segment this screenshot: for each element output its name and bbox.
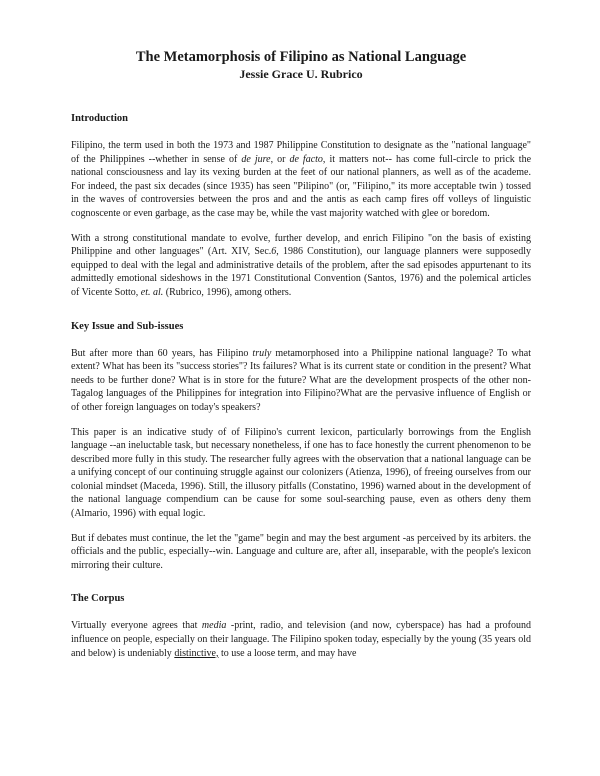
paragraph: Filipino, the term used in both the 1973 and 1987 Philippine Constitution to designate as the "national language" of the Philippines --whether in sense of de jure, or de facto, it matters not-- has come full-circle to prick the national consciousness and lay its vexing burden at the feet of our national planners, as well as of the academe. For indeed, the past six decades (since 1935) has seen "Pilipino" (or, "Filipino," its more acceptable twin ) tossed in the waves of controversies between the pros and and the antis as each camp fires off volleys of linguistic cognoscente or even garbage, as the case may be, while the vast majority watched with glee or boredom.: [71, 140, 532, 219]
section-heading-corpus: The Corpus: [71, 593, 125, 605]
paper-author: Jessie Grace U. Rubrico: [239, 67, 363, 81]
section-heading-introduction: Introduction: [71, 113, 128, 124]
section-heading-key-issue: Key Issue and Sub-issues: [71, 320, 184, 332]
paragraph: This paper is an indicative study of of Filipino's current lexicon, particularly borrowings from the English language --an ineluctable task, but necessary nonetheless, if one has to face honestly the current phenomenon to be described more fully in this study. The researcher fully agrees with the observation that a national language can be a unifying concept of our continuing struggle against our colonizers (Atienza, 1996), of freeing ourselves from our colonial mindset (Maceda, 1996). Still, the illusory pitfalls (Constatino, 1996) warned about in the development of the national language compendium can be cause for some soul-searching pause, even as others deny them (Almario, 1996) with equal logic.: [71, 426, 531, 520]
paragraph: Virtually everyone agrees that media -print, radio, and television (and now, cyberspace) has had a profound influence on people, especially on their language. The Filipino spoken today, especially by the young (35 years old and below) is undeniably distinctive, to use a loose term, and may have: [71, 620, 531, 659]
paragraph: But if debates must continue, the let the "game" begin and may the best argument -as perceived by its arbiters. the officials and the public, especially--win. Language and culture are, after all, inseparable, with the people's lexicon mirroring their culture.: [71, 532, 531, 571]
paragraph: With a strong constitutional mandate to evolve, further develop, and enrich Filipino "on the basis of existing Philippine and other languages" (Art. XIV, Sec.6, 1986 Constitution), our language planners were supposedly equipped to deal with the legal and administrative details of the problem, after the sad episodes appurtenant to its admittedly emotional sideshows in the 1971 Constitutional Convention (Santos, 1976) and the polemical articles of Vicente Sotto, et. al. (Rubrico, 1996), among others.: [71, 232, 531, 298]
paper-title: The Metamorphosis of Filipino as National Language: [135, 49, 467, 65]
paragraph: But after more than 60 years, has Filipino truly metamorphosed into a Philippine national language? To what extent? What has been its "success stories"? Its failures? What is its current state or condition in the present? What needs to be further done? What is in store for the future? What are the development prospects of the other non-Tagalog languages of the Philippines for integration into Filipino?What are the pervasive influence of English or of other foreign languages on today's speakers?: [71, 347, 531, 413]
document-page: [71, 48, 531, 671]
